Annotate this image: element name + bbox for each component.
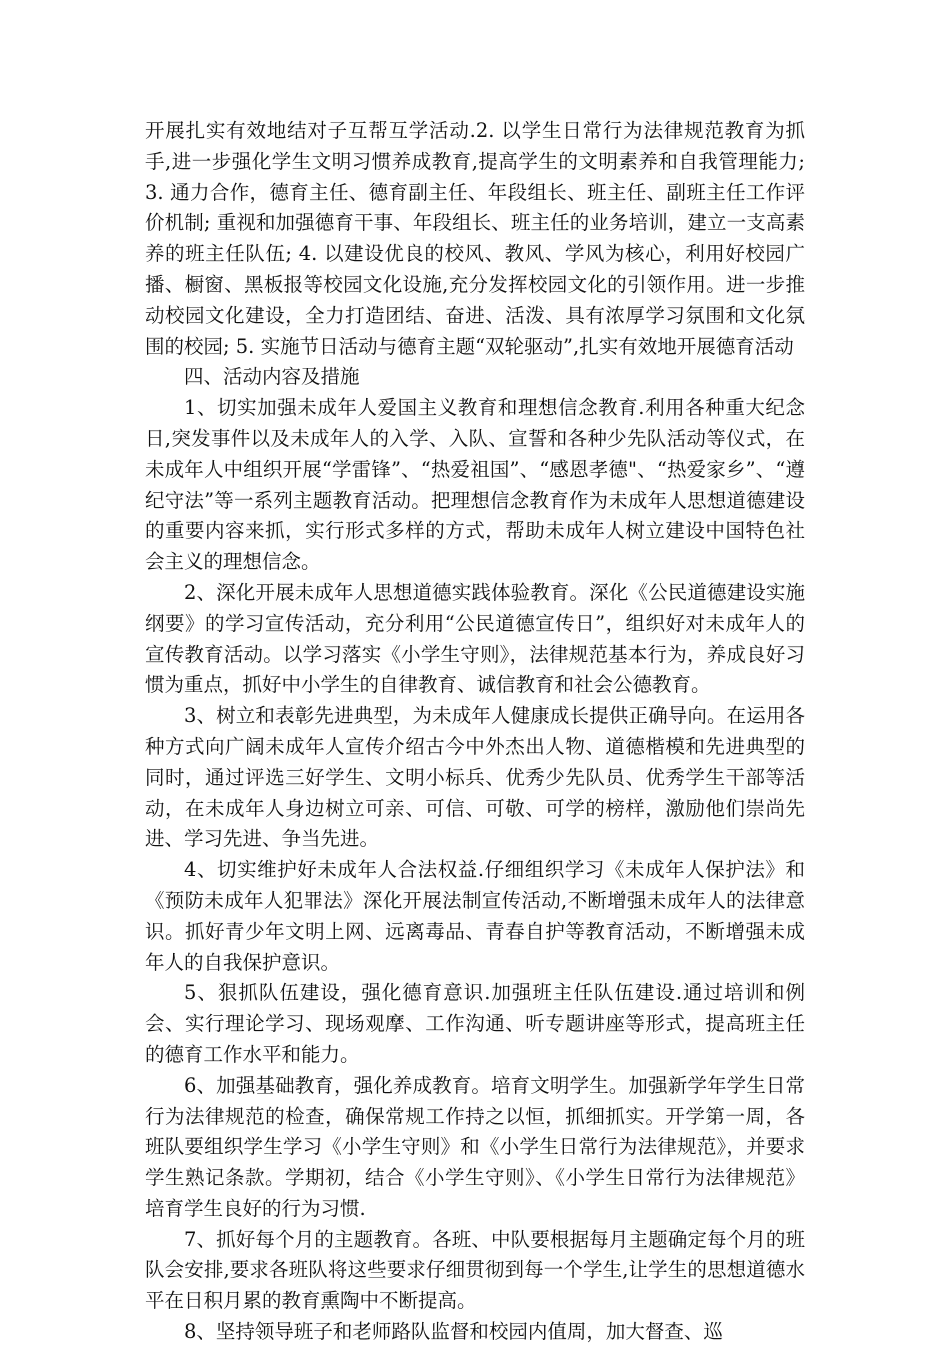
paragraph-item-8: 8、坚持领导班子和老师路队监督和校园内值周，加大督查、巡 <box>184 1320 723 1344</box>
paragraph-item-7: 7、抓好每个月的主题教育。各班、中队要根据每月主题确定每个月的班队会安排,要求各班队将这些要求仔细贯彻到每一个学生,让学生的思想道德水平在日积月累的教育熏陶中不断提高。 <box>145 1227 805 1313</box>
paragraph-item-2: 2、深化开展未成年人思想道德实践体验教育。深化《公民道德建设实施纲要》的学习宣传活动，充分利用“公民道德宣传日”，组织好对未成年人的宣传教育活动。以学习落实《小学生守则》，法律规范基本行为，养成良好习惯为重点，抓好中小学生的自律教育、诚信教育和社会公德教育。 <box>145 580 805 697</box>
paragraph-intro: 开展扎实有效地结对子互帮互学活动.2. 以学生日常行为法律规范教育为抓手,进一步强化学生文明习惯养成教育,提高学生的文明素养和自我管理能力; 3. 通力合作，德育主任、德育副主任、年段组长、班主任、副班主任工作评价机制; 重视和加强德育干事、年段组长、班主任的业务培训，建立一支高素养的班主任队伍; 4. 以建设优良的校风、教风、学风为核心，利用好校园广播、橱窗、黑板报等校园文化设施,充分发挥校园文化的引领作用。进一步推动校园文化建设，全力打造团结、奋进、活泼、具有浓厚学习氛围和文化氛围的校园; 5. 实施节日活动与德育主题“双轮驱动”,扎实有效地开展德育活动 <box>145 119 805 358</box>
paragraph-item-4: 4、切实维护好未成年人合法权益.仔细组织学习《未成年人保护法》和《预防未成年人犯罪法》深化开展法制宣传活动,不断增强未成年人的法律意识。抓好青少年文明上网、远离毒品、青春自护等教育活动，不断增强未成年人的自我保护意识。 <box>145 858 805 974</box>
paragraph-item-1: 1、切实加强未成年人爱国主义教育和理想信念教育.利用各种重大纪念日,突发事件以及未成年人的入学、入队、宣誓和各种少先队活动等仪式，在未成年人中组织开展“学雷锋”、“热爱祖国”、“感恩孝德"、“热爱家乡”、“遵纪守法”等一系列主题教育活动。把理想信念教育作为未成年人思想道德建设的重要内容来抓，实行形式多样的方式，帮助未成年人树立建设中国特色社会主义的理想信念。 <box>145 396 805 574</box>
document-page <box>145 116 805 1348</box>
section-heading: 四、活动内容及措施 <box>184 365 360 389</box>
paragraph-item-5: 5、狠抓队伍建设，强化德育意识.加强班主任队伍建设.通过培训和例会、实行理论学习、现场观摩、工作沟通、听专题讲座等形式，提高班主任的德育工作水平和能力。 <box>145 981 805 1066</box>
paragraph-item-6: 6、加强基础教育，强化养成教育。培育文明学生。加强新学年学生日常行为法律规范的检查，确保常规工作持之以恒，抓细抓实。开学第一周，各班队要组织学生学习《小学生守则》和《小学生日常行为法律规范》，并要求学生熟记条款。学期初，结合《小学生守则》、《小学生日常行为法律规范》培育学生良好的行为习惯. <box>145 1073 805 1220</box>
paragraph-item-3: 3、树立和表彰先进典型，为未成年人健康成长提供正确导向。在运用各种方式向广阔未成年人宣传介绍古今中外杰出人物、道德楷模和先进典型的同时，通过评选三好学生、文明小标兵、优秀少先队员、优秀学生干部等活动，在未成年人身边树立可亲、可信、可敬、可学的榜样，激励他们崇尚先进、学习先进、争当先进。 <box>145 704 805 851</box>
